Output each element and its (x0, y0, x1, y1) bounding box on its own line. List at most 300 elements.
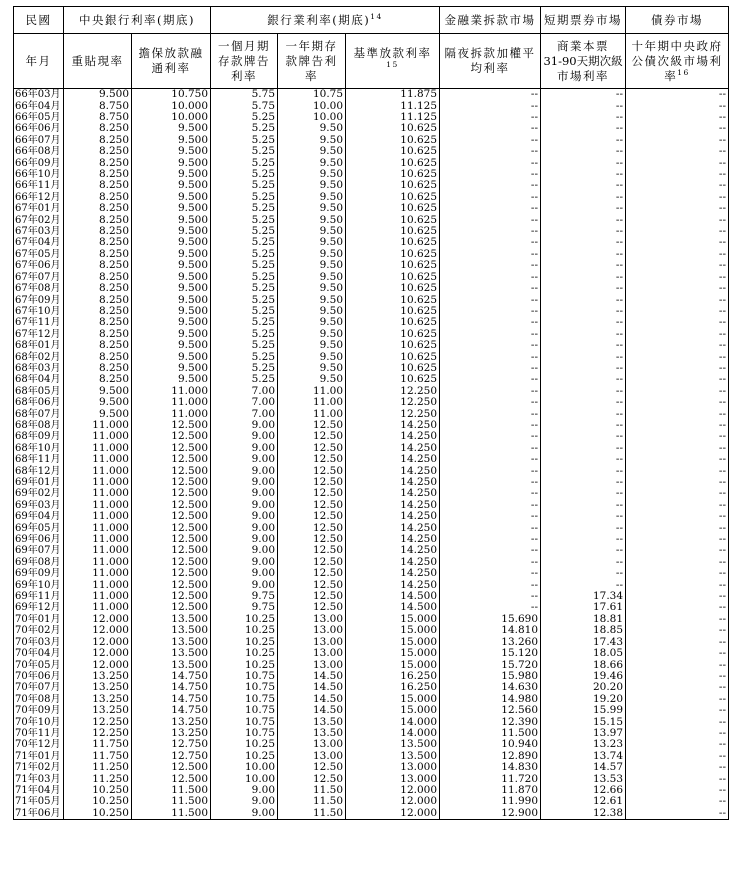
cell-overnight: 12.900 (440, 808, 541, 820)
cell-year-month: 69年06月 (14, 534, 64, 545)
cell-discount-rate: 11.000 (64, 557, 132, 568)
cell-discount-rate: 11.750 (64, 751, 132, 762)
cell-base-rate: 14.500 (346, 602, 440, 613)
cell-cp-rate: 13.23 (541, 739, 626, 750)
cell-secured-rate: 9.500 (132, 214, 211, 225)
cell-overnight: -- (440, 169, 541, 180)
cell-one-month: 10.25 (211, 751, 278, 762)
cell-secured-rate: 12.500 (132, 591, 211, 602)
cell-bond-rate: -- (626, 192, 729, 203)
table-row (14, 249, 729, 260)
table-row (14, 659, 729, 670)
cell-one-year: 13.00 (278, 751, 346, 762)
cell-cp-rate: 17.34 (541, 591, 626, 602)
cell-secured-rate: 12.500 (132, 500, 211, 511)
cell-discount-rate: 11.000 (64, 511, 132, 522)
cell-overnight: -- (440, 408, 541, 419)
cell-one-year: 12.50 (278, 454, 346, 465)
table-row (14, 340, 729, 351)
cell-year-month: 70年09月 (14, 705, 64, 716)
table-row (14, 773, 729, 784)
cell-base-rate: 15.000 (346, 648, 440, 659)
cell-cp-rate: -- (541, 363, 626, 374)
interest-rate-table (13, 6, 729, 820)
cell-one-year: 9.50 (278, 306, 346, 317)
cell-cp-rate: -- (541, 568, 626, 579)
cell-year-month: 66年05月 (14, 112, 64, 123)
cell-bond-rate: -- (626, 488, 729, 499)
cell-bond-rate: -- (626, 203, 729, 214)
cell-secured-rate: 12.500 (132, 488, 211, 499)
cell-overnight: -- (440, 351, 541, 362)
table-row (14, 317, 729, 328)
cell-year-month: 70年08月 (14, 694, 64, 705)
cell-secured-rate: 10.000 (132, 100, 211, 111)
cell-discount-rate: 9.500 (64, 408, 132, 419)
cell-overnight: -- (440, 591, 541, 602)
cell-overnight: 15.980 (440, 671, 541, 682)
cell-discount-rate: 11.750 (64, 739, 132, 750)
cell-one-month: 9.00 (211, 796, 278, 807)
cell-base-rate: 10.625 (346, 192, 440, 203)
cell-bond-rate: -- (626, 340, 729, 351)
cell-bond-rate: -- (626, 716, 729, 727)
cell-year-month: 67年12月 (14, 329, 64, 340)
cell-one-month: 9.00 (211, 454, 278, 465)
cell-bond-rate: -- (626, 568, 729, 579)
cell-bond-rate: -- (626, 431, 729, 442)
cell-year-month: 70年05月 (14, 659, 64, 670)
cell-base-rate: 11.875 (346, 89, 440, 101)
cell-year-month: 67年01月 (14, 203, 64, 214)
cell-discount-rate: 9.500 (64, 386, 132, 397)
cell-discount-rate: 11.000 (64, 477, 132, 488)
cell-bond-rate: -- (626, 260, 729, 271)
cell-bond-rate: -- (626, 602, 729, 613)
header-bond: 債券市場 (626, 7, 729, 34)
table-row (14, 237, 729, 248)
header-cp-l1: 商業本票 (557, 38, 610, 53)
cell-one-year: 9.50 (278, 157, 346, 168)
cell-overnight: 12.890 (440, 751, 541, 762)
cell-cp-rate: 18.66 (541, 659, 626, 670)
cell-cp-rate: 17.61 (541, 602, 626, 613)
cell-secured-rate: 12.500 (132, 602, 211, 613)
cell-cp-rate: -- (541, 157, 626, 168)
cell-discount-rate: 9.500 (64, 89, 132, 101)
cell-bond-rate: -- (626, 545, 729, 556)
cell-bond-rate: -- (626, 500, 729, 511)
cell-overnight: 14.810 (440, 625, 541, 636)
cell-base-rate: 12.250 (346, 386, 440, 397)
cell-secured-rate: 12.500 (132, 579, 211, 590)
cell-year-month: 67年11月 (14, 317, 64, 328)
cell-year-month: 69年03月 (14, 500, 64, 511)
cell-cp-rate: -- (541, 226, 626, 237)
table-row (14, 260, 729, 271)
cell-one-year: 12.50 (278, 511, 346, 522)
table-row (14, 374, 729, 385)
cell-year-month: 68年01月 (14, 340, 64, 351)
cell-overnight: -- (440, 272, 541, 283)
cell-secured-rate: 10.750 (132, 89, 211, 101)
cell-overnight: -- (440, 226, 541, 237)
cell-discount-rate: 8.250 (64, 214, 132, 225)
cell-secured-rate: 9.500 (132, 157, 211, 168)
cell-secured-rate: 11.000 (132, 408, 211, 419)
cell-cp-rate: -- (541, 500, 626, 511)
cell-bond-rate: -- (626, 180, 729, 191)
cell-one-year: 12.50 (278, 579, 346, 590)
cell-discount-rate: 11.000 (64, 443, 132, 454)
cell-one-month: 5.25 (211, 135, 278, 146)
cell-cp-rate: 13.74 (541, 751, 626, 762)
cell-one-month: 5.25 (211, 306, 278, 317)
cell-base-rate: 12.000 (346, 808, 440, 820)
cell-one-year: 12.50 (278, 500, 346, 511)
table-row (14, 648, 729, 659)
cell-bond-rate: -- (626, 249, 729, 260)
cell-bond-rate: -- (626, 306, 729, 317)
cell-cp-rate: 12.66 (541, 785, 626, 796)
cell-one-year: 9.50 (278, 249, 346, 260)
cell-bond-rate: -- (626, 454, 729, 465)
cell-discount-rate: 11.250 (64, 762, 132, 773)
cell-base-rate: 12.000 (346, 796, 440, 807)
table-row (14, 408, 729, 419)
cell-bond-rate: -- (626, 397, 729, 408)
cell-one-month: 5.25 (211, 169, 278, 180)
cell-one-month: 9.00 (211, 431, 278, 442)
cell-bond-rate: -- (626, 671, 729, 682)
table-row (14, 591, 729, 602)
table-row (14, 716, 729, 727)
cell-discount-rate: 8.250 (64, 169, 132, 180)
header-overnight: 隔夜拆款加權平均利率 (440, 34, 541, 89)
cell-year-month: 68年07月 (14, 408, 64, 419)
cell-cp-rate: 13.53 (541, 773, 626, 784)
cell-one-month: 9.00 (211, 465, 278, 476)
table-row (14, 329, 729, 340)
cell-bond-rate: -- (626, 477, 729, 488)
cell-base-rate: 10.625 (346, 306, 440, 317)
table-row (14, 762, 729, 773)
cell-discount-rate: 9.500 (64, 397, 132, 408)
cell-overnight: -- (440, 443, 541, 454)
cell-secured-rate: 12.500 (132, 568, 211, 579)
header-row-group (14, 7, 729, 34)
cell-overnight: -- (440, 454, 541, 465)
table-row (14, 431, 729, 442)
cell-one-month: 10.75 (211, 682, 278, 693)
cell-one-month: 9.00 (211, 443, 278, 454)
cell-secured-rate: 12.500 (132, 522, 211, 533)
table-row (14, 602, 729, 613)
cell-overnight: -- (440, 386, 541, 397)
cell-bond-rate: -- (626, 808, 729, 820)
cell-cp-rate: 17.43 (541, 637, 626, 648)
cell-cp-rate: -- (541, 488, 626, 499)
cell-overnight: -- (440, 329, 541, 340)
cell-one-month: 10.25 (211, 625, 278, 636)
cell-year-month: 66年09月 (14, 157, 64, 168)
cell-overnight: -- (440, 545, 541, 556)
cell-overnight: 11.720 (440, 773, 541, 784)
table-row (14, 112, 729, 123)
cell-discount-rate: 11.000 (64, 534, 132, 545)
cell-discount-rate: 11.000 (64, 431, 132, 442)
cell-base-rate: 15.000 (346, 637, 440, 648)
cell-base-rate: 10.625 (346, 272, 440, 283)
cell-one-month: 5.25 (211, 214, 278, 225)
cell-one-month: 5.25 (211, 157, 278, 168)
cell-cp-rate: 19.46 (541, 671, 626, 682)
cell-secured-rate: 12.500 (132, 773, 211, 784)
table-row (14, 682, 729, 693)
cell-secured-rate: 9.500 (132, 146, 211, 157)
table-row (14, 89, 729, 101)
cell-secured-rate: 13.500 (132, 625, 211, 636)
cell-overnight: 14.830 (440, 762, 541, 773)
cell-one-month: 5.25 (211, 146, 278, 157)
header-discount-rate: 重貼現率 (64, 34, 132, 89)
cell-one-month: 9.00 (211, 500, 278, 511)
table-row (14, 477, 729, 488)
cell-base-rate: 10.625 (346, 329, 440, 340)
cell-overnight: -- (440, 477, 541, 488)
cell-bond-rate: -- (626, 625, 729, 636)
cell-secured-rate: 12.500 (132, 465, 211, 476)
cell-secured-rate: 9.500 (132, 180, 211, 191)
cell-bond-rate: -- (626, 694, 729, 705)
cell-year-month: 68年04月 (14, 374, 64, 385)
cell-year-month: 69年02月 (14, 488, 64, 499)
cell-base-rate: 14.250 (346, 431, 440, 442)
cell-base-rate: 15.000 (346, 705, 440, 716)
cell-one-month: 9.00 (211, 477, 278, 488)
cell-one-month: 5.25 (211, 123, 278, 134)
table-row (14, 135, 729, 146)
table-row (14, 169, 729, 180)
cell-one-year: 9.50 (278, 294, 346, 305)
cell-one-month: 9.00 (211, 488, 278, 499)
table-row (14, 637, 729, 648)
cell-one-year: 13.50 (278, 728, 346, 739)
cell-base-rate: 15.000 (346, 625, 440, 636)
cell-one-year: 9.50 (278, 340, 346, 351)
cell-year-month: 70年12月 (14, 739, 64, 750)
cell-base-rate: 10.625 (346, 283, 440, 294)
cell-secured-rate: 9.500 (132, 317, 211, 328)
header-cp-l2: 31-90天期次級 (543, 53, 623, 68)
cell-one-month: 9.00 (211, 545, 278, 556)
cell-cp-rate: -- (541, 443, 626, 454)
cell-secured-rate: 9.500 (132, 135, 211, 146)
cell-cp-rate: -- (541, 112, 626, 123)
cell-one-month: 10.25 (211, 637, 278, 648)
cell-year-month: 67年06月 (14, 260, 64, 271)
cell-one-year: 12.50 (278, 431, 346, 442)
cell-discount-rate: 11.000 (64, 568, 132, 579)
table-row (14, 363, 729, 374)
table-row (14, 226, 729, 237)
cell-base-rate: 14.250 (346, 545, 440, 556)
cell-one-month: 9.00 (211, 420, 278, 431)
cell-cp-rate: -- (541, 100, 626, 111)
cell-secured-rate: 9.500 (132, 192, 211, 203)
table-row (14, 728, 729, 739)
cell-one-year: 12.50 (278, 522, 346, 533)
cell-one-month: 10.75 (211, 694, 278, 705)
cell-year-month: 68年10月 (14, 443, 64, 454)
cell-discount-rate: 8.250 (64, 192, 132, 203)
cell-year-month: 69年12月 (14, 602, 64, 613)
table-row (14, 386, 729, 397)
cell-base-rate: 10.625 (346, 260, 440, 271)
cell-cp-rate: -- (541, 557, 626, 568)
cell-one-year: 9.50 (278, 180, 346, 191)
cell-overnight: 10.940 (440, 739, 541, 750)
header-row-columns (14, 34, 729, 89)
cell-overnight: 13.260 (440, 637, 541, 648)
header-roc: 民國 (14, 7, 64, 34)
cell-overnight: 11.500 (440, 728, 541, 739)
cell-overnight: -- (440, 237, 541, 248)
cell-one-month: 9.00 (211, 785, 278, 796)
cell-base-rate: 15.000 (346, 614, 440, 625)
cell-bond-rate: -- (626, 123, 729, 134)
cell-secured-rate: 12.750 (132, 751, 211, 762)
cell-one-month: 9.00 (211, 808, 278, 820)
cell-cp-rate: -- (541, 306, 626, 317)
header-cp-rate (541, 34, 626, 89)
cell-discount-rate: 11.000 (64, 602, 132, 613)
cell-one-month: 5.25 (211, 237, 278, 248)
cell-overnight: -- (440, 579, 541, 590)
cell-one-year: 12.50 (278, 545, 346, 556)
cell-year-month: 70年11月 (14, 728, 64, 739)
cell-one-month: 5.25 (211, 112, 278, 123)
cell-bond-rate: -- (626, 785, 729, 796)
cell-secured-rate: 12.500 (132, 534, 211, 545)
cell-secured-rate: 10.000 (132, 112, 211, 123)
cell-overnight: -- (440, 123, 541, 134)
cell-overnight: -- (440, 500, 541, 511)
cell-cp-rate: -- (541, 374, 626, 385)
table-row (14, 192, 729, 203)
cell-bond-rate: -- (626, 89, 729, 101)
cell-one-year: 9.50 (278, 135, 346, 146)
cell-year-month: 71年01月 (14, 751, 64, 762)
cell-secured-rate: 9.500 (132, 363, 211, 374)
cell-year-month: 67年05月 (14, 249, 64, 260)
cell-base-rate: 14.250 (346, 443, 440, 454)
table-row (14, 557, 729, 568)
cell-base-rate: 10.625 (346, 169, 440, 180)
cell-secured-rate: 11.500 (132, 785, 211, 796)
cell-discount-rate: 11.000 (64, 579, 132, 590)
cell-cp-rate: -- (541, 169, 626, 180)
table-body (14, 89, 729, 820)
cell-year-month: 69年04月 (14, 511, 64, 522)
cell-cp-rate: -- (541, 317, 626, 328)
cell-base-rate: 15.000 (346, 659, 440, 670)
cell-overnight: 12.390 (440, 716, 541, 727)
cell-one-year: 13.00 (278, 648, 346, 659)
cell-discount-rate: 8.250 (64, 317, 132, 328)
cell-overnight: -- (440, 363, 541, 374)
cell-one-year: 13.00 (278, 739, 346, 750)
cell-discount-rate: 8.250 (64, 363, 132, 374)
table-row (14, 808, 729, 820)
cell-overnight: -- (440, 557, 541, 568)
cell-cp-rate: 12.38 (541, 808, 626, 820)
cell-overnight: -- (440, 283, 541, 294)
cell-discount-rate: 8.250 (64, 294, 132, 305)
cell-overnight: -- (440, 100, 541, 111)
cell-one-year: 14.50 (278, 682, 346, 693)
table-row (14, 705, 729, 716)
cell-discount-rate: 8.250 (64, 157, 132, 168)
cell-secured-rate: 12.500 (132, 545, 211, 556)
cell-base-rate: 13.500 (346, 739, 440, 750)
cell-one-month: 5.75 (211, 89, 278, 101)
table-row (14, 579, 729, 590)
header-banks (211, 7, 440, 34)
header-one-month: 一個月期存款牌告利率 (211, 34, 278, 89)
cell-year-month: 67年02月 (14, 214, 64, 225)
cell-bond-rate: -- (626, 112, 729, 123)
cell-one-year: 11.00 (278, 386, 346, 397)
cell-one-year: 12.50 (278, 477, 346, 488)
cell-overnight: -- (440, 135, 541, 146)
cell-one-month: 5.25 (211, 249, 278, 260)
cell-discount-rate: 12.250 (64, 716, 132, 727)
cell-year-month: 68年09月 (14, 431, 64, 442)
cell-bond-rate: -- (626, 226, 729, 237)
cell-discount-rate: 8.250 (64, 226, 132, 237)
cell-one-month: 5.25 (211, 283, 278, 294)
cell-year-month: 67年10月 (14, 306, 64, 317)
cell-overnight: 15.690 (440, 614, 541, 625)
cell-base-rate: 10.625 (346, 363, 440, 374)
cell-discount-rate: 12.000 (64, 648, 132, 659)
cell-cp-rate: 14.57 (541, 762, 626, 773)
cell-bond-rate: -- (626, 739, 729, 750)
header-short-term: 短期票券市場 (541, 7, 626, 34)
cell-cp-rate: -- (541, 431, 626, 442)
cell-base-rate: 10.625 (346, 157, 440, 168)
cell-one-month: 10.25 (211, 648, 278, 659)
header-secured-rate: 擔保放款融通利率 (132, 34, 211, 89)
cell-discount-rate: 13.250 (64, 671, 132, 682)
cell-year-month: 68年08月 (14, 420, 64, 431)
cell-one-year: 12.50 (278, 420, 346, 431)
cell-one-year: 13.00 (278, 637, 346, 648)
cell-secured-rate: 13.500 (132, 648, 211, 659)
cell-discount-rate: 8.750 (64, 112, 132, 123)
table-row (14, 785, 729, 796)
cell-discount-rate: 10.250 (64, 796, 132, 807)
cell-year-month: 66年08月 (14, 146, 64, 157)
table-row (14, 511, 729, 522)
cell-year-month: 68年11月 (14, 454, 64, 465)
header-central-bank: 中央銀行利率(期底) (64, 7, 211, 34)
cell-secured-rate: 9.500 (132, 340, 211, 351)
cell-bond-rate: -- (626, 363, 729, 374)
cell-year-month: 69年07月 (14, 545, 64, 556)
cell-overnight: -- (440, 203, 541, 214)
